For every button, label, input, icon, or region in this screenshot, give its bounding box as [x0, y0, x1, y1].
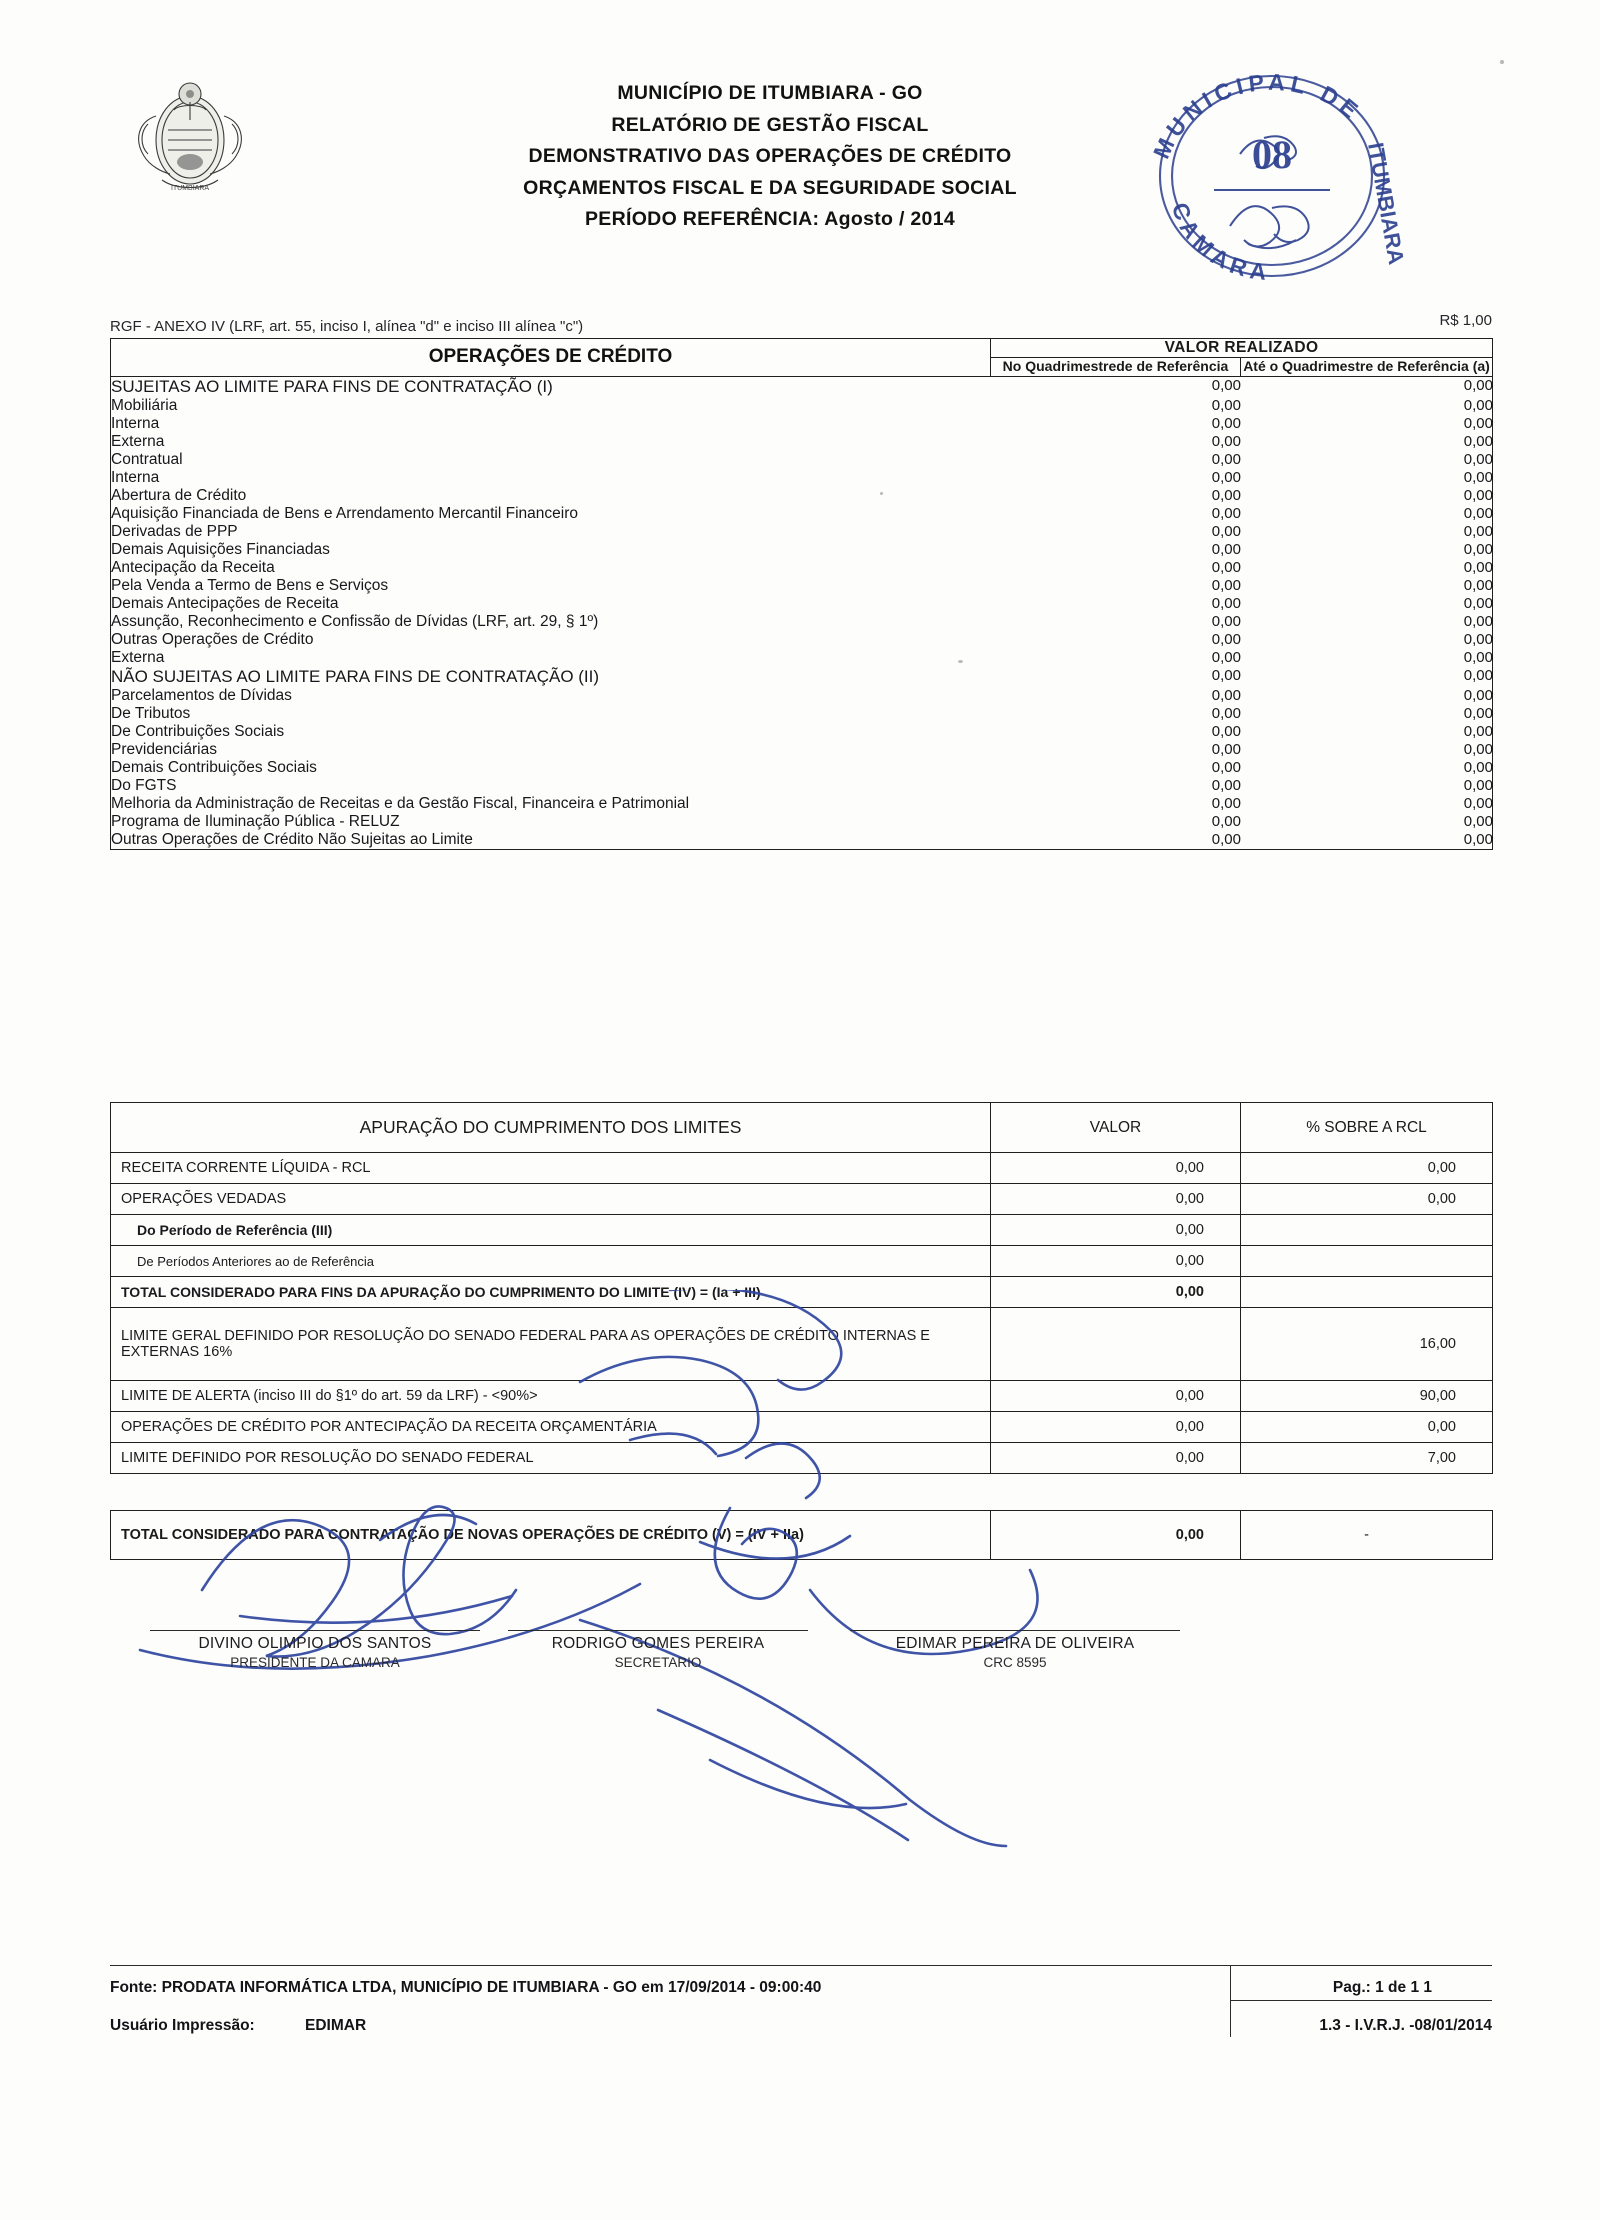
row-value-quadrimestre: 0,00: [1211, 830, 1241, 848]
apuracao-row-pct: [1241, 1246, 1493, 1277]
row-value-ate-quadrimestre: 0,00: [1463, 740, 1493, 758]
row-value-quadrimestre: 0,00: [1211, 812, 1241, 830]
row-value-quadrimestre: 0,00: [1211, 776, 1241, 794]
row-label: NÃO SUJEITAS AO LIMITE PARA FINS DE CONTRATAÇÃO (II): [111, 666, 600, 686]
table-row: [111, 631, 1493, 649]
row-label: Pela Venda a Termo de Bens e Serviços: [111, 576, 389, 594]
header-operacoes-credito: OPERAÇÕES DE CRÉDITO: [111, 339, 991, 377]
apuracao-row-value: [991, 1308, 1241, 1381]
apuracao-row-label: OPERAÇÕES DE CRÉDITO POR ANTECIPAÇÃO DA RECEITA ORÇAMENTÁRIA: [111, 1412, 991, 1443]
row-value-ate-quadrimestre: 0,00: [1463, 468, 1493, 486]
document-header: [0, 48, 1600, 286]
title-line-5: PERÍODO REFERÊNCIA: Agosto / 2014: [585, 208, 955, 231]
svg-text:ITUMBIARA: ITUMBIARA: [170, 185, 210, 192]
signature-rule: [850, 1630, 1180, 1631]
table-row: [111, 377, 1493, 397]
row-value-ate-quadrimestre: 0,00: [1463, 376, 1493, 394]
header-pct-rcl: % SOBRE A RCL: [1241, 1103, 1493, 1153]
table-row: [111, 397, 1493, 415]
operacoes-rows: [111, 377, 1493, 849]
row-label: Demais Aquisições Financiadas: [111, 540, 330, 558]
apuracao-row-value: 0,00: [991, 1381, 1241, 1412]
signature-rule: [150, 1630, 480, 1631]
apuracao-row-label: OPERAÇÕES VEDADAS: [111, 1184, 991, 1215]
table-row: [111, 523, 1493, 541]
row-value-ate-quadrimestre: 0,00: [1463, 558, 1493, 576]
table-row: [111, 649, 1493, 667]
paper-speck: [1500, 60, 1504, 64]
row-value-ate-quadrimestre: 0,00: [1463, 414, 1493, 432]
row-value-quadrimestre: 0,00: [1211, 740, 1241, 758]
table-row: [111, 741, 1493, 759]
row-label: Antecipação da Receita: [111, 558, 275, 576]
svg-text:ITUMBIARA: ITUMBIARA: [1363, 140, 1410, 267]
apuracao-row-pct: 0,00: [1241, 1184, 1493, 1215]
table-row: [111, 1277, 1493, 1308]
apuracao-row-value: 0,00: [991, 1277, 1241, 1308]
apuracao-row-label: LIMITE DEFINIDO POR RESOLUÇÃO DO SENADO FEDERAL: [111, 1443, 991, 1474]
signature-name: EDIMAR PEREIRA DE OLIVEIRA: [895, 1635, 1135, 1652]
row-value-quadrimestre: 0,00: [1211, 504, 1241, 522]
row-value-quadrimestre: 0,00: [1211, 468, 1241, 486]
operacoes-credito-table: [110, 338, 1493, 850]
row-value-quadrimestre: 0,00: [1211, 522, 1241, 540]
row-value-ate-quadrimestre: 0,00: [1463, 432, 1493, 450]
apuracao-row-pct: 7,00: [1241, 1443, 1493, 1474]
table-row: [111, 1215, 1493, 1246]
row-label: Outras Operações de Crédito Não Sujeitas ao Limite: [111, 830, 473, 848]
row-value-quadrimestre: 0,00: [1211, 576, 1241, 594]
header-ate-quadrimestre: Até o Quadrimestre de Referência (a): [1241, 358, 1493, 377]
row-value-ate-quadrimestre: 0,00: [1463, 522, 1493, 540]
apuracao-row-label: Do Período de Referência (III): [111, 1215, 991, 1246]
apuracao-row-pct: 0,00: [1241, 1412, 1493, 1443]
header-apuracao: APURAÇÃO DO CUMPRIMENTO DOS LIMITES: [111, 1103, 991, 1153]
signature-role: CRC 8595: [983, 1655, 1047, 1670]
row-value-quadrimestre: 0,00: [1211, 450, 1241, 468]
table-row: [111, 1184, 1493, 1215]
signature-rule: [508, 1630, 808, 1631]
row-value-quadrimestre: 0,00: [1211, 414, 1241, 432]
row-value-quadrimestre: 0,00: [1211, 540, 1241, 558]
footer-user-value: EDIMAR: [305, 2017, 367, 2034]
header-no-quadrimestre: No Quadrimestrede de Referência: [991, 358, 1241, 377]
row-value-quadrimestre: 0,00: [1211, 704, 1241, 722]
table-row: [111, 487, 1493, 505]
row-value-ate-quadrimestre: 0,00: [1463, 576, 1493, 594]
apuracao-row-label: De Períodos Anteriores ao de Referência: [111, 1246, 991, 1277]
apuracao-row-label: RECEITA CORRENTE LÍQUIDA - RCL: [111, 1153, 991, 1184]
svg-text:CAMARA: CAMARA: [1166, 199, 1273, 286]
row-label: SUJEITAS AO LIMITE PARA FINS DE CONTRATAÇÃO (I): [111, 376, 553, 396]
row-value-ate-quadrimestre: 0,00: [1463, 540, 1493, 558]
title-line-4: ORÇAMENTOS FISCAL E DA SEGURIDADE SOCIAL: [523, 176, 1017, 199]
footer-page: Pag.: 1 de 1 1: [1332, 1979, 1432, 1996]
row-value-ate-quadrimestre: 0,00: [1463, 704, 1493, 722]
table-row: [111, 433, 1493, 451]
apuracao-row-value: 0,00: [991, 1412, 1241, 1443]
apuracao-row-value: 0,00: [991, 1215, 1241, 1246]
row-value-ate-quadrimestre: 0,00: [1463, 486, 1493, 504]
apuracao-row-label: LIMITE DE ALERTA (inciso III do §1º do art. 59 da LRF) - <90%>: [111, 1381, 991, 1412]
apuracao-row-value: 0,00: [991, 1246, 1241, 1277]
row-value-ate-quadrimestre: 0,00: [1463, 396, 1493, 414]
signature-contador: [850, 1630, 1180, 1670]
row-label: Melhoria da Administração de Receitas e da Gestão Fiscal, Financeira e Patrimonial: [111, 794, 690, 812]
row-label: Demais Antecipações de Receita: [111, 594, 339, 612]
table-row: [111, 813, 1493, 831]
title-line-2: RELATÓRIO DE GESTÃO FISCAL: [611, 113, 929, 136]
header-valor-realizado: VALOR REALIZADO: [991, 339, 1493, 358]
row-label: Externa: [111, 648, 165, 666]
table-row: [111, 541, 1493, 559]
row-value-quadrimestre: 0,00: [1211, 396, 1241, 414]
row-value-quadrimestre: 0,00: [1211, 486, 1241, 504]
stamp-number: 08: [1252, 132, 1292, 177]
row-value-quadrimestre: 0,00: [1211, 794, 1241, 812]
row-value-ate-quadrimestre: 0,00: [1463, 594, 1493, 612]
apuracao-row-pct: 0,00: [1241, 1153, 1493, 1184]
row-value-ate-quadrimestre: 0,00: [1463, 450, 1493, 468]
footer-version: 1.3 - I.V.R.J. -08/01/2014: [1319, 2017, 1492, 2034]
signature-secretario: [508, 1630, 808, 1670]
row-value-ate-quadrimestre: 0,00: [1463, 794, 1493, 812]
row-label: Derivadas de PPP: [111, 522, 238, 540]
table-row: [111, 595, 1493, 613]
table-row: [111, 1381, 1493, 1412]
paper-speck: [880, 492, 883, 495]
table-row: [111, 1153, 1493, 1184]
row-label: Demais Contribuições Sociais: [111, 758, 317, 776]
footer-vertical-divider: [1230, 1965, 1231, 2037]
row-value-quadrimestre: 0,00: [1211, 686, 1241, 704]
table-row: [111, 759, 1493, 777]
signature-block: [110, 1630, 1492, 1790]
row-label: De Tributos: [111, 704, 191, 722]
apuracao-row-pct: [1241, 1215, 1493, 1246]
table-row: [111, 777, 1493, 795]
footer-source: Fonte: PRODATA INFORMÁTICA LTDA, MUNICÍPIO DE ITUMBIARA - GO em 17/09/2014 - 09:00:40: [110, 1979, 822, 1996]
official-stamp: [1122, 58, 1422, 288]
row-label: Assunção, Reconhecimento e Confissão de Dívidas (LRF, art. 29, § 1º): [111, 612, 599, 630]
row-value-ate-quadrimestre: 0,00: [1463, 666, 1493, 684]
signature-role: PRESIDENTE DA CAMARA: [230, 1655, 400, 1670]
title-line-3: DEMONSTRATIVO DAS OPERAÇÕES DE CRÉDITO: [528, 145, 1012, 168]
row-value-quadrimestre: 0,00: [1211, 722, 1241, 740]
apuracao-row-label: TOTAL CONSIDERADO PARA FINS DA APURAÇÃO DO CUMPRIMENTO DO LIMITE (IV) = (Ia + III): [111, 1277, 991, 1308]
signature-role: SECRETARIO: [614, 1655, 702, 1670]
paper-speck: [958, 660, 963, 663]
row-value-ate-quadrimestre: 0,00: [1463, 812, 1493, 830]
signature-presidente: [150, 1630, 480, 1670]
row-value-quadrimestre: 0,00: [1211, 758, 1241, 776]
row-value-ate-quadrimestre: 0,00: [1463, 648, 1493, 666]
apuracao-row-pct: 16,00: [1241, 1308, 1493, 1381]
header-valor: VALOR: [991, 1103, 1241, 1153]
row-value-ate-quadrimestre: 0,00: [1463, 758, 1493, 776]
row-label: Outras Operações de Crédito: [111, 630, 314, 648]
coat-of-arms-icon: [118, 76, 268, 204]
table-row: [111, 1308, 1493, 1381]
apuracao-limites-table: [110, 1102, 1493, 1474]
legal-reference: RGF - ANEXO IV (LRF, art. 55, inciso I, alínea "d" e inciso III alínea "c"): [110, 318, 584, 335]
table-row: [111, 505, 1493, 523]
table-row: [111, 723, 1493, 741]
row-value-ate-quadrimestre: 0,00: [1463, 504, 1493, 522]
table-row: [111, 831, 1493, 849]
table-row: [111, 613, 1493, 631]
row-label: Abertura de Crédito: [111, 486, 247, 504]
row-value-quadrimestre: 0,00: [1211, 666, 1241, 684]
row-value-quadrimestre: 0,00: [1211, 376, 1241, 394]
title-line-1: MUNICÍPIO DE ITUMBIARA - GO: [617, 82, 923, 104]
row-label: De Contribuições Sociais: [111, 722, 285, 740]
footer-user-label: Usuário Impressão:: [110, 2017, 255, 2034]
apuracao-row-value: 0,00: [991, 1443, 1241, 1474]
row-label: Parcelamentos de Dívidas: [111, 686, 292, 704]
table-row: [111, 705, 1493, 723]
row-label: Interna: [111, 414, 160, 432]
table-row: [111, 1443, 1493, 1474]
row-value-ate-quadrimestre: 0,00: [1463, 830, 1493, 848]
apuracao-row-pct: [1241, 1277, 1493, 1308]
row-label: Externa: [111, 432, 165, 450]
apuracao-row-value: 0,00: [991, 1153, 1241, 1184]
row-value-quadrimestre: 0,00: [1211, 558, 1241, 576]
row-value-quadrimestre: 0,00: [1211, 630, 1241, 648]
row-value-quadrimestre: 0,00: [1211, 432, 1241, 450]
row-label: Aquisição Financiada de Bens e Arrendamento Mercantil Financeiro: [111, 504, 578, 522]
row-value-ate-quadrimestre: 0,00: [1463, 686, 1493, 704]
table-row: [111, 451, 1493, 469]
total-contratacao-table: [110, 1510, 1493, 1560]
apuracao-row-value: 0,00: [991, 1184, 1241, 1215]
row-label: Do FGTS: [111, 776, 177, 794]
signature-name: DIVINO OLIMPIO DOS SANTOS: [198, 1635, 432, 1652]
row-value-ate-quadrimestre: 0,00: [1463, 612, 1493, 630]
currency-unit: R$ 1,00: [1439, 312, 1492, 329]
row-value-ate-quadrimestre: 0,00: [1463, 630, 1493, 648]
svg-text:MUNICIPAL DE: MUNICIPAL DE: [1147, 68, 1367, 163]
table-row: [111, 415, 1493, 433]
total-pct: -: [1241, 1511, 1493, 1560]
row-label: Previdenciárias: [111, 740, 217, 758]
table-row: [111, 469, 1493, 487]
signature-name: RODRIGO GOMES PEREIRA: [551, 1635, 765, 1652]
total-value: 0,00: [991, 1511, 1241, 1560]
table-row: [111, 687, 1493, 705]
row-value-quadrimestre: 0,00: [1211, 612, 1241, 630]
table-row: [111, 577, 1493, 595]
footer-divider: [110, 1965, 1492, 1966]
footer-divider-2: [1230, 2000, 1492, 2001]
row-value-ate-quadrimestre: 0,00: [1463, 776, 1493, 794]
apuracao-row-label: LIMITE GERAL DEFINIDO POR RESOLUÇÃO DO SENADO FEDERAL PARA AS OPERAÇÕES DE CRÉDITO INTERNAS E EXTERNAS 16%: [111, 1308, 991, 1381]
row-label: Interna: [111, 468, 160, 486]
table-row: [111, 1246, 1493, 1277]
table-row: [111, 1511, 1493, 1560]
apuracao-row-pct: 90,00: [1241, 1381, 1493, 1412]
row-label: Programa de Iluminação Pública - RELUZ: [111, 812, 400, 830]
table-row: [111, 667, 1493, 687]
table-row: [111, 795, 1493, 813]
table-row: [111, 559, 1493, 577]
total-label: TOTAL CONSIDERADO PARA CONTRATAÇÃO DE NOVAS OPERAÇÕES DE CRÉDITO (V) = (IV + IIa): [111, 1511, 991, 1560]
row-value-ate-quadrimestre: 0,00: [1463, 722, 1493, 740]
row-value-quadrimestre: 0,00: [1211, 648, 1241, 666]
row-value-quadrimestre: 0,00: [1211, 594, 1241, 612]
report-title-block: [430, 78, 1110, 236]
table-row: [111, 1412, 1493, 1443]
row-label: Contratual: [111, 450, 183, 468]
row-label: Mobiliária: [111, 396, 178, 414]
